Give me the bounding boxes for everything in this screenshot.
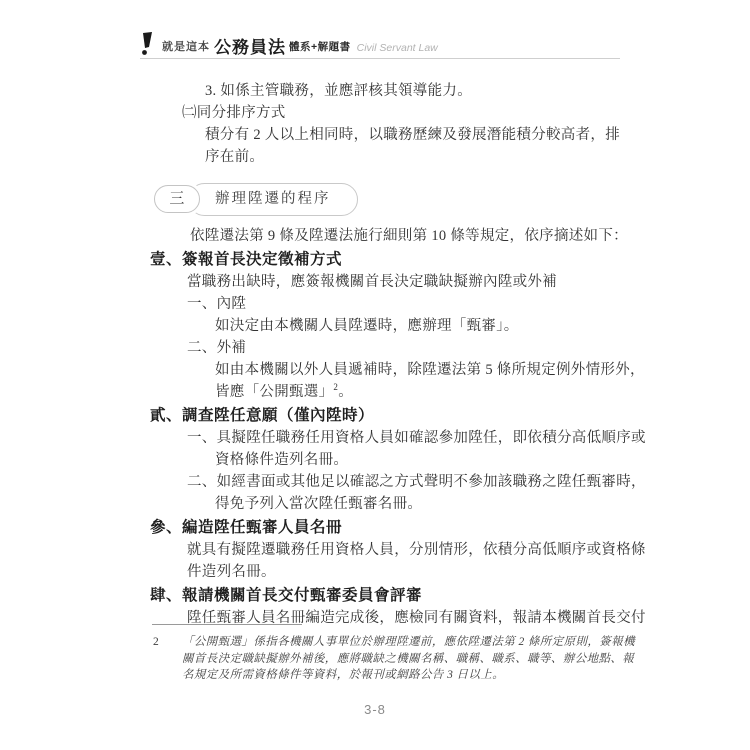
footnote-reference: 2 [333,382,339,393]
text-line: 得免予列入當次陞任甄審名冊。 [215,496,423,512]
section-heading: 參、編造陞任甄審人員名冊 [150,519,343,536]
footnote [150,634,635,684]
text-line: 就具有擬陞遷職務任用資格人員，分別情形，依積分高低順序或資格條 [187,542,646,558]
lead-paragraph: 依陞遷法第 9 條及陞遷法施行細則第 10 條等規定，依序摘述如下： [190,228,628,244]
text-line: 資格條件造列名冊。 [215,452,349,468]
text-line: 積分有 2 人以上相同時，以職務歷練及發展潛能積分較高者，排 [205,127,620,143]
section-title-bubble: 辦理陞遷的程序 [188,183,358,216]
text-line: 序在前。 [205,149,265,165]
footnote-block [150,624,635,684]
text-line: 一、具擬陞任職務任用資格人員如確認參加陞任，即依積分高低順序或 [187,430,646,446]
page-number: 3-8 [364,702,386,717]
brand-title: 公務員法 [214,38,286,57]
section-heading: 肆、報請機關首長交付甄審委員會評審 [150,587,423,604]
section-heading: 壹、簽報首長決定徵補方式 [150,251,343,268]
page-content [150,80,646,629]
text-line-with-footnote-ref [215,381,622,403]
text-line: 二、如經書面或其他足以確認之方式聲明不參加該職務之陞任甄審時， [187,474,646,490]
section-number-badge: 三 [154,185,200,213]
text-line: 3. 如係主管職務，並應評核其領導能力。 [205,83,472,99]
footnote-line: 關首長決定職缺擬辦外補後，應將職缺之機關名稱、職稱、職系、職等、辦公地點、報 [182,652,635,665]
brush-exclamation-icon [140,32,156,56]
text-line: 如決定由本機關人員陞遷時，應辦理「甄審」。 [215,318,519,334]
brand-english-subtitle: Civil Servant Law [356,42,438,54]
text-line: 如由本機關以外人員遞補時，除陞遷法第 5 條所規定例外情形外， [215,362,645,378]
text-segment: 皆應「公開甄選」 [215,384,334,400]
text-line: 一、內陞 [187,296,247,312]
text-line: 件造列名冊。 [187,564,276,580]
footnote-line: 名規定及所需資格條件等資料，於報刊或網路公告 3 日以上。 [182,669,505,681]
footnote-line: 「公開甄選」係指各機關人事單位於辦理陞遷前，應依陞遷法第 2 條所定原則，簽報機 [182,636,635,648]
brand-suffix: 體系+解題書 [289,41,351,53]
page-header [140,33,620,59]
section-marker [154,182,622,216]
text-line: 當職務出缺時，應簽報機關首長決定職缺擬辦內陞或外補 [187,274,557,290]
footnote-separator [152,624,302,625]
text-line: ㈡同分排序方式 [182,105,286,121]
text-line: 陞任甄審人員名冊編造完成後，應檢同有關資料，報請本機關首長交付 [187,610,646,626]
section-heading: 貳、調查陞任意願（僅內陞時） [150,407,375,424]
footnote-number: 2 [153,636,159,648]
text-segment: 。 [338,384,354,400]
text-line: 二、外補 [187,340,247,356]
brand-prefix: 就是這本 [162,41,210,53]
footnote-text [182,634,635,684]
